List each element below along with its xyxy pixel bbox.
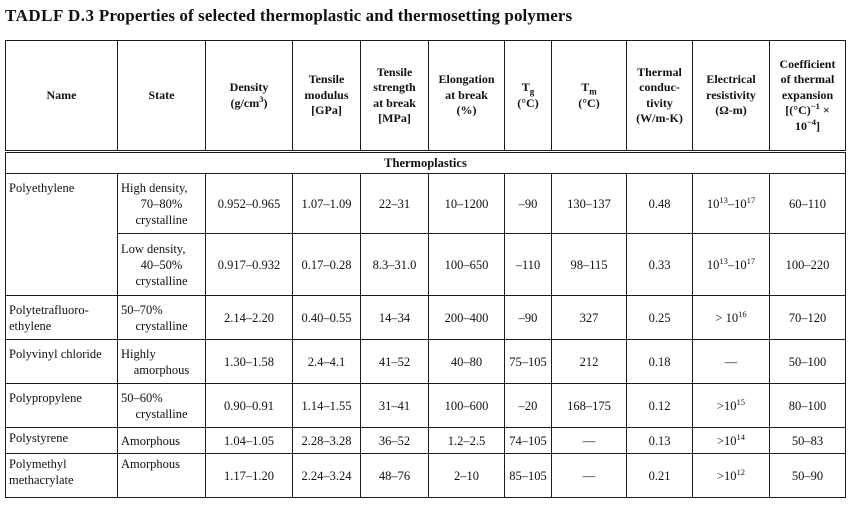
cell-strength: 41–52: [361, 340, 429, 384]
cell-density: 1.17–1.20: [206, 454, 293, 498]
cell-elongation: 100–650: [429, 234, 505, 296]
polymer-state: 50–70% crystalline: [118, 296, 206, 340]
header-tensile-modulus: Tensile modulus [GPa]: [293, 41, 361, 152]
cell-tm: 327: [552, 296, 627, 340]
cell-tg: –90: [505, 296, 552, 340]
polymer-properties-table: [5, 40, 846, 498]
cell-tm: —: [552, 454, 627, 498]
table-caption: Properties of selected thermoplastic and thermosetting polymers: [98, 6, 573, 25]
cell-expansion: 50–83: [770, 428, 846, 454]
polymer-state: Amorphous: [118, 428, 206, 454]
cell-expansion: 50–90: [770, 454, 846, 498]
cell-resistivity: $10^{13}-10^{17}$: [693, 234, 770, 296]
polymer-name: Polymethyl methacrylate: [6, 454, 118, 498]
cell-resistivity: $>10^{15}$: [693, 384, 770, 428]
cell-density: 2.14–2.20: [206, 296, 293, 340]
cell-density: 0.952–0.965: [206, 174, 293, 234]
header-row: [6, 41, 846, 152]
polymer-state: Amorphous: [118, 454, 206, 498]
cell-conductivity: 0.25: [627, 296, 693, 340]
cell-resistivity: $>10^{12}$: [693, 454, 770, 498]
table-row: [6, 428, 846, 454]
polymer-state: 50–60% crystalline: [118, 384, 206, 428]
table-row: [6, 384, 846, 428]
section-thermoplastics: Thermoplastics: [6, 152, 846, 174]
cell-elongation: 2–10: [429, 454, 505, 498]
cell-tm: 212: [552, 340, 627, 384]
cell-elongation: 200–400: [429, 296, 505, 340]
cell-elongation: 40–80: [429, 340, 505, 384]
polymer-name: Polypropylene: [6, 384, 118, 428]
polymer-state: Low density, 40–50% crystalline: [118, 234, 206, 296]
cell-conductivity: 0.48: [627, 174, 693, 234]
cell-modulus: 2.24–3.24: [293, 454, 361, 498]
cell-conductivity: 0.12: [627, 384, 693, 428]
header-elongation: Elongation at break (%): [429, 41, 505, 152]
cell-strength: 8.3–31.0: [361, 234, 429, 296]
cell-modulus: 2.28–3.28: [293, 428, 361, 454]
cell-density: 1.04–1.05: [206, 428, 293, 454]
cell-tg: 85–105: [505, 454, 552, 498]
polymer-name: Polytetrafluoro- ethylene: [6, 296, 118, 340]
cell-tg: 75–105: [505, 340, 552, 384]
table-title: [5, 6, 572, 26]
cell-expansion: 80–100: [770, 384, 846, 428]
header-tg: $T_g$ (°C): [505, 41, 552, 152]
cell-strength: 22–31: [361, 174, 429, 234]
cell-resistivity: > $10^{16}$: [693, 296, 770, 340]
cell-modulus: 0.17–0.28: [293, 234, 361, 296]
header-density: Density $(g/cm^3)$: [206, 41, 293, 152]
cell-strength: 14–34: [361, 296, 429, 340]
cell-tg: –110: [505, 234, 552, 296]
header-tm: $T_m$ (°C): [552, 41, 627, 152]
header-tensile-strength: Tensile strength at break [MPa]: [361, 41, 429, 152]
cell-modulus: 2.4–4.1: [293, 340, 361, 384]
table-row: [6, 454, 846, 498]
section-row: [6, 152, 846, 174]
cell-strength: 36–52: [361, 428, 429, 454]
table-row: [6, 174, 846, 234]
cell-density: 0.917–0.932: [206, 234, 293, 296]
cell-conductivity: 0.21: [627, 454, 693, 498]
cell-density: 1.30–1.58: [206, 340, 293, 384]
cell-resistivity: $>10^{14}$: [693, 428, 770, 454]
polymer-name: Polyethylene: [6, 174, 118, 296]
cell-expansion: 60–110: [770, 174, 846, 234]
table-row: [6, 296, 846, 340]
header-state: State: [118, 41, 206, 152]
table-row: [6, 234, 846, 296]
header-thermal-expansion: Coefficient of thermal expansion [$(^\circ C)^{-1}$ × $10^{-4}$]: [770, 41, 846, 152]
cell-expansion: 100–220: [770, 234, 846, 296]
header-name: Name: [6, 41, 118, 152]
cell-resistivity: —: [693, 340, 770, 384]
cell-modulus: 1.14–1.55: [293, 384, 361, 428]
polymer-state: High density, 70–80% crystalline: [118, 174, 206, 234]
cell-tg: –90: [505, 174, 552, 234]
cell-elongation: 1.2–2.5: [429, 428, 505, 454]
cell-conductivity: 0.13: [627, 428, 693, 454]
cell-elongation: 100–600: [429, 384, 505, 428]
cell-tm: —: [552, 428, 627, 454]
cell-tm: 98–115: [552, 234, 627, 296]
cell-modulus: 0.40–0.55: [293, 296, 361, 340]
cell-density: 0.90–0.91: [206, 384, 293, 428]
cell-elongation: 10–1200: [429, 174, 505, 234]
cell-strength: 48–76: [361, 454, 429, 498]
cell-resistivity: $10^{13}-10^{17}$: [693, 174, 770, 234]
header-thermal-conductivity: Thermal conduc- tivity (W/m-K): [627, 41, 693, 152]
table-number: TADLF D.3: [5, 6, 95, 25]
cell-expansion: 70–120: [770, 296, 846, 340]
cell-tg: 74–105: [505, 428, 552, 454]
cell-modulus: 1.07–1.09: [293, 174, 361, 234]
cell-tg: –20: [505, 384, 552, 428]
cell-expansion: 50–100: [770, 340, 846, 384]
cell-tm: 130–137: [552, 174, 627, 234]
polymer-name: Polyvinyl chloride: [6, 340, 118, 384]
cell-conductivity: 0.33: [627, 234, 693, 296]
table-row: [6, 340, 846, 384]
cell-tm: 168–175: [552, 384, 627, 428]
header-resistivity: Electrical resistivity (Ω-m): [693, 41, 770, 152]
cell-conductivity: 0.18: [627, 340, 693, 384]
cell-strength: 31–41: [361, 384, 429, 428]
polymer-state: Highly amorphous: [118, 340, 206, 384]
polymer-name: Polystyrene: [6, 428, 118, 454]
